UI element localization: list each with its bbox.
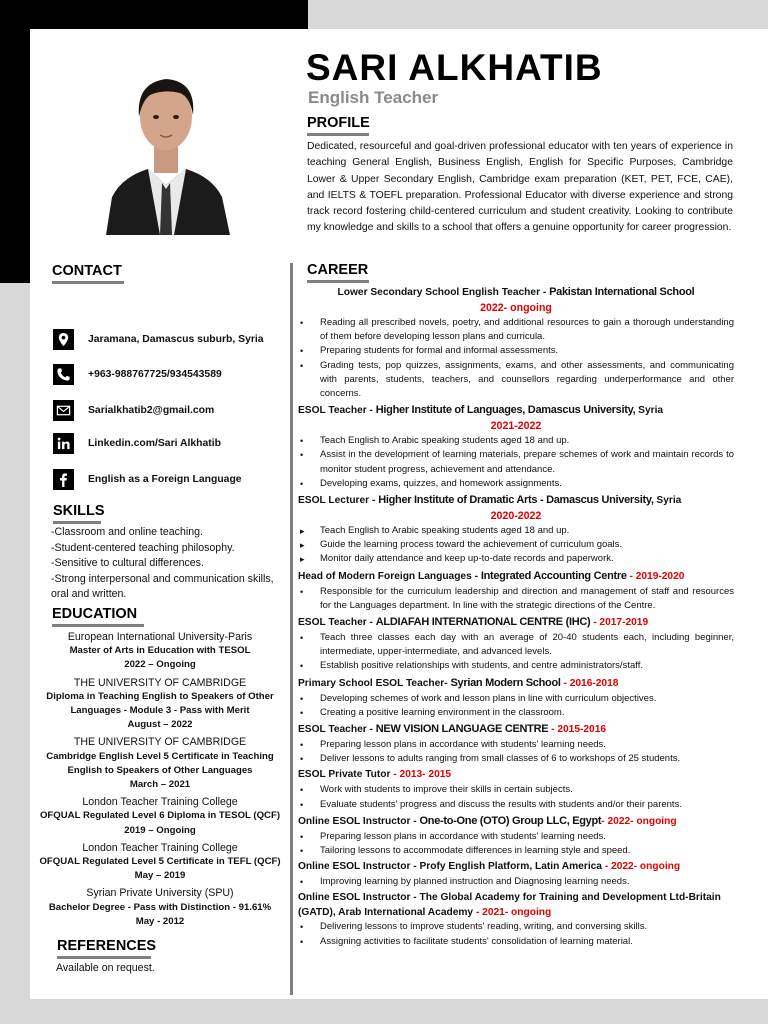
career-entry <box>298 675 734 720</box>
career-date: - 2019-2020 <box>626 570 685 582</box>
skills-heading: SKILLS <box>53 503 105 519</box>
linkedin-icon <box>53 433 74 454</box>
education-degree: Diploma in Teaching English to Speakers of Other Languages - Module 3 - Pass with Merit <box>46 690 274 717</box>
career-job-title <box>298 813 734 830</box>
education-degree: Bachelor Degree - Pass with Distinction - 91.61% <box>48 901 272 913</box>
career-bullet: • Preparing lesson plans in accordance with students' learning needs. <box>298 738 734 752</box>
candidate-name: SARI ALKHATIB <box>306 47 603 88</box>
career-bullet: • Assigning activities to facilitate students' consolidation of learning material. <box>298 935 734 949</box>
career-bullet-list <box>298 830 734 858</box>
contact-email-text[interactable]: Sarialkhatib2@gmail.com <box>88 404 215 416</box>
career-entry <box>298 492 734 567</box>
career-bullet: ▸ Teach English to Arabic speaking students aged 18 and up. <box>298 524 734 538</box>
references-heading-rule <box>57 956 151 959</box>
career-bullet-list <box>298 316 734 401</box>
career-role: Online ESOL Instructor - The Global Academy for Training and Development Ltd-Britain (GATD), Arab International Academy <box>298 892 721 919</box>
career-job-title <box>298 859 734 875</box>
career-organization: NEW VISION LANGUAGE CENTRE <box>375 723 549 736</box>
career-bullet: • Developing schemes of work and lesson plans in line with curriculum objectives. <box>298 692 734 706</box>
career-bullet: • Developing exams, quizzes, and homework assignments. <box>298 477 734 491</box>
references-text: Available on request. <box>56 962 155 974</box>
career-bullet: • Evaluate students' progress and discuss the results with students and/or their parents. <box>298 798 734 812</box>
contact-linkedin <box>53 431 221 455</box>
skill-item: -Sensitive to cultural differences. <box>51 557 204 569</box>
skills-list <box>51 525 291 603</box>
career-bullet: • Responsible for the curriculum leadership and direction and management of staff and resources for the Languages department. In line with the strategic directions of the Centre. <box>298 585 734 613</box>
education-date: 2022 – Ongoing <box>124 659 196 671</box>
facebook-icon <box>53 469 74 490</box>
career-date: - 2022- ongoing <box>601 861 681 873</box>
education-list <box>34 630 286 929</box>
career-role: Lower Secondary School English Teacher - <box>337 287 550 298</box>
education-institution: Syrian Private University (SPU) <box>86 887 234 900</box>
career-date: 2021-2022 <box>490 420 542 433</box>
career-job-title <box>298 675 734 692</box>
career-date: - 2017-2019 <box>590 617 649 629</box>
career-bullet: • Assist in the development of learning materials, prepare schemes of work and maintain records to monitor student progress, achievement and attendance. <box>298 448 734 476</box>
career-role: Primary School ESOL Teacher- <box>298 677 451 689</box>
career-date: - 2013- 2015 <box>390 769 452 781</box>
career-role: Head of Modern Foreign Languages - <box>298 570 481 582</box>
career-job-title <box>298 614 734 631</box>
career-job-title <box>298 402 734 419</box>
career-heading-rule <box>307 280 369 283</box>
contact-email <box>53 398 214 422</box>
career-date: - 2016-2018 <box>560 677 619 689</box>
career-role: ESOL Lecturer - <box>298 495 379 507</box>
contact-address <box>53 327 264 351</box>
education-heading: EDUCATION <box>52 606 138 622</box>
career-job-title <box>298 568 734 585</box>
career-heading: CAREER <box>307 262 369 278</box>
education-entry <box>34 735 286 792</box>
career-bullet: • Improving learning by planned instruction and Diagnosing learning needs. <box>298 875 734 889</box>
envelope-icon <box>53 400 74 421</box>
education-degree: OFQUAL Regulated Level 5 Certificate in TEFL (QCF) <box>39 856 281 868</box>
career-bullet-list <box>298 783 734 811</box>
career-bullet: • Delivering lessons to improve students' reading, writing, and conversing skills. <box>298 920 734 934</box>
career-bullet: • Work with students to improve their skills in certain subjects. <box>298 783 734 797</box>
portrait-image <box>102 65 230 235</box>
career-role: ESOL Teacher - <box>298 405 376 417</box>
career-job-title <box>298 721 734 738</box>
skill-item: -Strong interpersonal and communication skills, oral and written. <box>51 572 274 600</box>
profile-photo <box>102 65 230 235</box>
column-divider <box>290 263 293 995</box>
contact-facebook-text[interactable]: English as a Foreign Language <box>88 473 242 485</box>
career-role: ESOL Teacher - <box>298 617 376 629</box>
education-institution: European International University-Paris <box>67 631 253 643</box>
career-role: Online ESOL Instructor - Profy English Platform, Latin America <box>298 861 602 873</box>
career-date: - 2021- ongoing <box>473 907 552 919</box>
career-entry <box>298 568 734 613</box>
contact-phone-text[interactable]: +963-988767725/934543589 <box>88 368 222 380</box>
career-location: Syria <box>635 405 664 417</box>
career-bullet: • Deliver lessons to adults ranging from small classes of 6 to workshops of 25 students. <box>298 752 734 766</box>
profile-heading-rule <box>307 133 369 136</box>
skill-item: -Classroom and online teaching. <box>51 526 203 538</box>
career-bullet: • Creating a positive learning environment in the classroom. <box>298 706 734 720</box>
career-bullet: • Preparing students for formal and informal assessments. <box>298 344 734 358</box>
career-bullet: • Tailoring lessons to accommodate differences in learning style and speed. <box>298 844 734 858</box>
career-bullet-list <box>298 738 734 766</box>
contact-heading-rule <box>52 281 124 284</box>
career-job-title <box>298 890 734 920</box>
career-entry <box>298 721 734 766</box>
career-entry <box>298 614 734 674</box>
contact-facebook <box>53 467 242 491</box>
education-date: May – 2019 <box>134 870 186 882</box>
career-organization: Higher Institute of Languages, Damascus University, <box>375 404 636 417</box>
skill-item: -Student-centered teaching philosophy. <box>51 541 235 554</box>
contact-address-text: Jaramana, Damascus suburb, Syria <box>88 333 264 345</box>
career-entry <box>298 813 734 858</box>
career-entry <box>298 284 734 401</box>
education-institution: London Teacher Training College <box>82 796 238 809</box>
career-list <box>298 284 734 949</box>
phone-icon <box>53 364 74 385</box>
career-role: ESOL Private Tutor <box>298 769 391 781</box>
education-institution: London Teacher Training College <box>82 841 238 854</box>
career-date: - 2015-2016 <box>548 724 607 736</box>
career-date: 2020-2022 <box>490 510 542 523</box>
career-bullet: • Preparing lesson plans in accordance with students' learning needs. <box>298 830 734 844</box>
career-bullet: • Grading tests, pop quizzes, assignments, exams, and other assessments, and communicating with parents, students, teachers, and counsellors regarding underperformance and other concerns. <box>298 359 734 402</box>
career-bullet-list <box>298 920 734 948</box>
career-organization: One-to-One (OTO) Group LLC, Egypt <box>419 814 602 827</box>
career-date: - 2022- ongoing <box>601 815 677 827</box>
career-organization: Higher Institute of Dramatic Arts - Damascus University, <box>378 494 654 507</box>
career-bullet: • Reading all prescribed novels, poetry, and additional resources to gain a thorough understanding of them before developing lesson plans and curricula. <box>298 316 734 344</box>
career-bullet: ▸ Guide the learning process toward the achievement of curriculum goals. <box>298 538 734 552</box>
career-bullet-list <box>298 631 734 674</box>
profile-text: Dedicated, resourceful and goal-driven professional educator with ten years of experience in teaching General English, Business English, English for Specific Purposes, Cambridge Lower & Upper Secondary English, Cambridge exam preparation (KET, PET, FCE, CAE), and IELTS & TOEFL preparation. Professional Educator with diverse experience and strong track record fostering child-centered curriculum and student creativity. Looking to contribute my knowledge and skills to a school that offers a genuine opportunity for career progression. <box>307 141 733 234</box>
profile-heading: PROFILE <box>307 115 370 131</box>
education-degree: OFQUAL Regulated Level 6 Diploma in TESOL (QCF) <box>39 810 281 822</box>
career-organization: Pakistan International School <box>549 286 695 298</box>
career-entry <box>298 767 734 811</box>
career-bullet-list <box>298 524 734 567</box>
career-bullet: • Teach English to Arabic speaking students aged 18 and up. <box>298 434 734 448</box>
education-date: March – 2021 <box>129 779 191 791</box>
career-role: ESOL Teacher - <box>298 724 376 736</box>
location-pin-icon <box>53 329 74 350</box>
career-bullet-list <box>298 875 734 889</box>
career-bullet-list <box>298 585 734 613</box>
career-organization: ALDIAFAH INTERNATIONAL CENTRE (IHC) <box>375 616 591 629</box>
career-job-title <box>298 767 734 783</box>
career-bullet-list <box>298 692 734 720</box>
career-entry <box>298 859 734 889</box>
skills-heading-rule <box>53 521 101 524</box>
career-entry <box>298 890 734 948</box>
education-degree: Cambridge English Level 5 Certificate in Teaching English to Speakers of Other Languages <box>46 750 274 776</box>
education-degree: Master of Arts in Education with TESOL <box>69 645 251 657</box>
career-role: Online ESOL Instructor - <box>298 815 420 827</box>
education-entry <box>34 841 286 884</box>
education-entry <box>34 676 286 733</box>
job-subtitle: English Teacher <box>308 88 439 107</box>
education-entry <box>34 795 286 838</box>
career-bullet-list <box>298 434 734 491</box>
education-institution: THE UNIVERSITY OF CAMBRIDGE <box>73 676 247 689</box>
education-institution: THE UNIVERSITY OF CAMBRIDGE <box>73 736 247 749</box>
career-bullet: • Teach three classes each day with an average of 20-40 students each, including beginner, intermediate, upper-intermediate, and advanced levels. <box>298 631 734 659</box>
career-organization: Syrian Modern School <box>450 676 561 689</box>
career-date: 2022- ongoing <box>480 302 552 314</box>
contact-phone <box>53 362 222 386</box>
resume-page <box>30 29 768 999</box>
career-job-title <box>298 492 734 509</box>
education-entry <box>34 630 286 673</box>
education-heading-rule <box>52 624 144 627</box>
career-location: Syria <box>653 495 682 507</box>
career-job-title <box>298 284 734 301</box>
career-bullet: ▸ Monitor daily attendance and keep up-to-date records and paperwork. <box>298 552 734 566</box>
career-bullet: • Establish positive relationships with students, and centre administrators/staff. <box>298 659 734 673</box>
contact-linkedin-text[interactable]: Linkedin.com/Sari Alkhatib <box>88 437 221 449</box>
education-date: May - 2012 <box>135 915 185 927</box>
education-date: August – 2022 <box>127 719 193 731</box>
education-entry <box>34 886 286 929</box>
contact-heading: CONTACT <box>52 263 122 279</box>
career-organization: Integrated Accounting Centre <box>480 569 627 582</box>
career-entry <box>298 402 734 491</box>
education-date: 2019 – Ongoing <box>124 824 196 836</box>
references-heading: REFERENCES <box>57 938 157 954</box>
